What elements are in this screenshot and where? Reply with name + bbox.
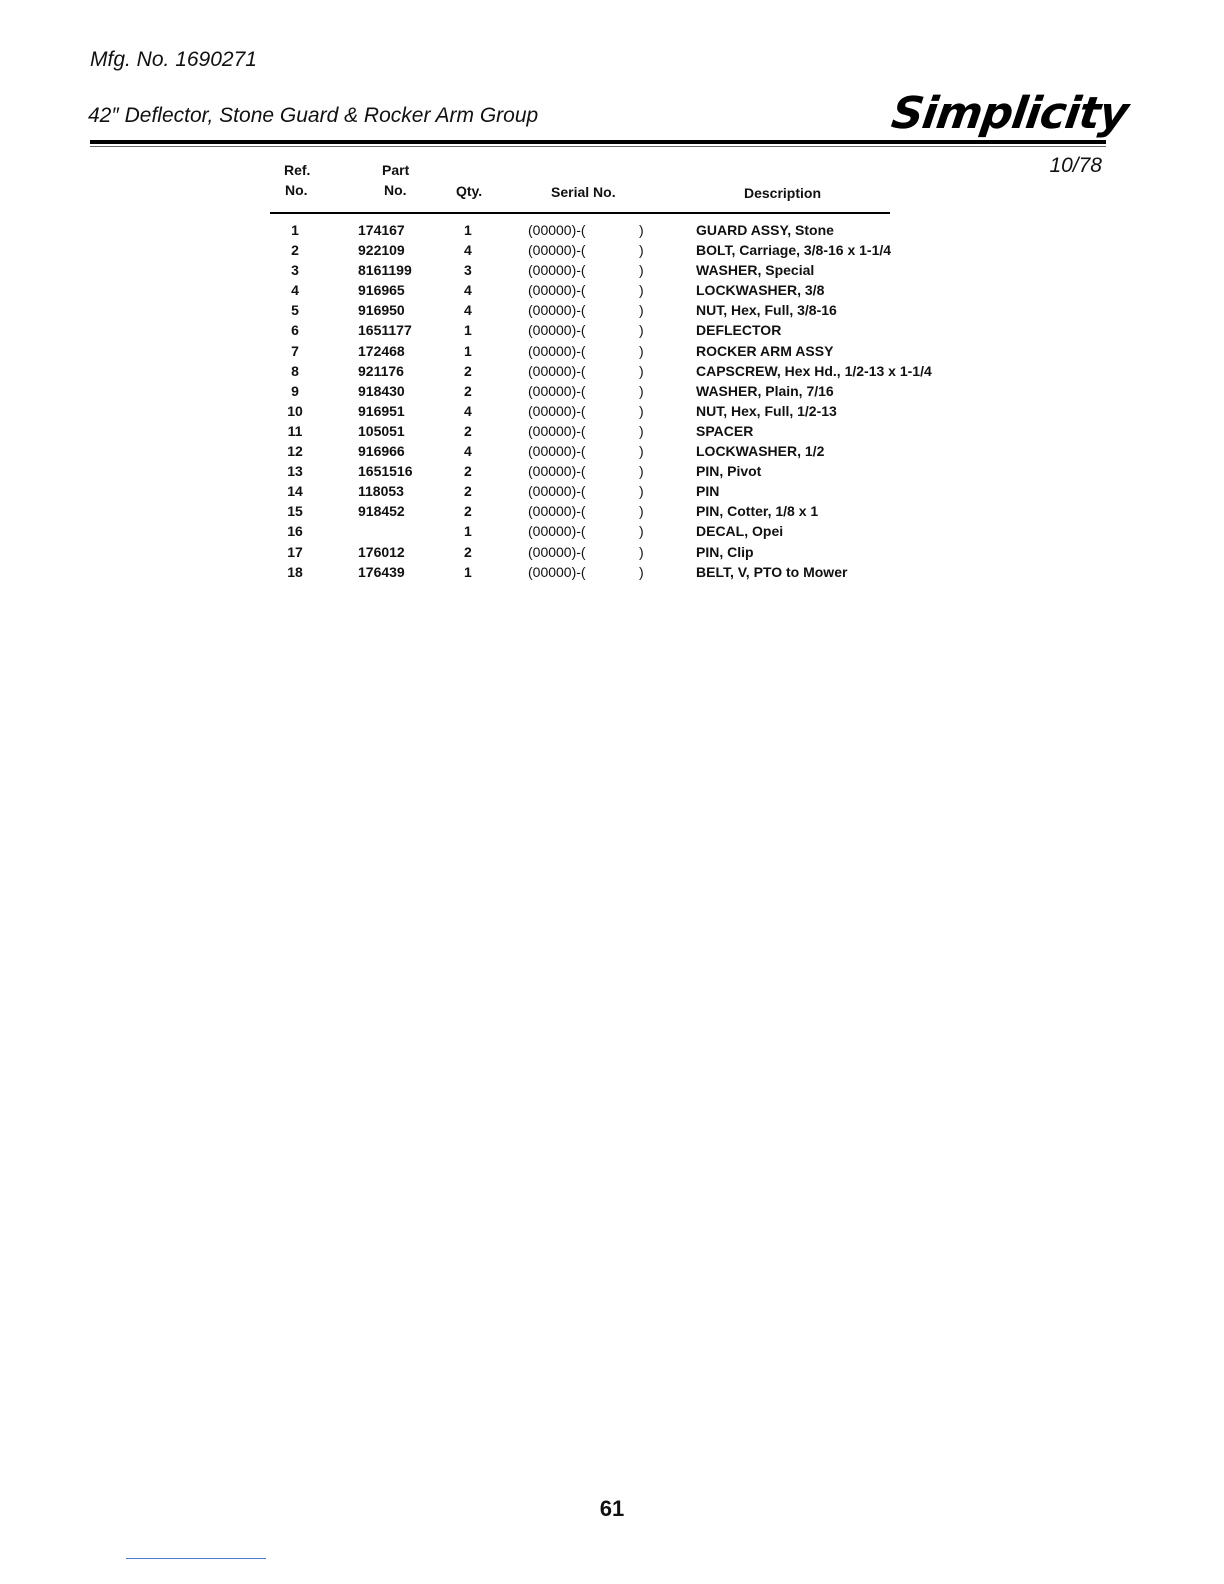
page-number: 61 [599, 1496, 625, 1521]
part-number-cell: 174167 [358, 222, 405, 238]
description-cell: DEFLECTOR [696, 322, 782, 339]
table-row [0, 343, 1224, 363]
qty-cell: 2 [464, 463, 472, 480]
header-rule [90, 140, 1106, 144]
serial-close-cell: ) [639, 222, 644, 238]
table-row [0, 322, 1224, 342]
description-cell: BELT, V, PTO to Mower [696, 563, 848, 580]
serial-close-cell: ) [639, 443, 644, 460]
table-row [0, 282, 1224, 302]
serial-close-cell: ) [639, 463, 644, 480]
part-number-cell: 922109 [358, 242, 405, 259]
serial-close-cell: ) [639, 362, 644, 379]
part-number-cell: 918430 [358, 382, 405, 399]
col-description-label: Description [744, 185, 822, 201]
ref-cell: 1 [291, 222, 299, 238]
qty-cell: 1 [464, 342, 472, 359]
part-number-cell: 176012 [358, 543, 405, 560]
serial-cell: (00000)-( [528, 402, 586, 419]
qty-cell: 4 [464, 302, 472, 319]
serial-cell: (00000)-( [528, 382, 586, 399]
qty-cell: 3 [464, 262, 472, 279]
table-row [0, 503, 1224, 523]
serial-close-cell: ) [639, 242, 644, 259]
table-row [0, 222, 1224, 242]
table-row [0, 483, 1224, 503]
page-title: 42″ Deflector, Stone Guard & Rocker Arm Group [88, 104, 539, 127]
qty-cell: 2 [464, 362, 472, 379]
part-number-cell: 8161199 [358, 262, 412, 279]
part-number-cell: 1651516 [358, 463, 413, 480]
qty-cell: 2 [464, 503, 472, 520]
col-serial-label: Serial No. [551, 184, 616, 200]
col-ref-label-1: Ref. [284, 162, 311, 178]
serial-close-cell: ) [639, 382, 644, 399]
serial-close-cell: ) [639, 322, 644, 339]
table-row [0, 564, 1224, 584]
serial-close-cell: ) [639, 422, 644, 439]
part-number-cell: 1651177 [358, 322, 412, 339]
brand-logo: Simplicity [888, 88, 1131, 139]
description-cell: PIN, Clip [696, 543, 754, 560]
serial-close-cell: ) [639, 523, 644, 540]
ref-cell: 7 [291, 342, 299, 359]
table-row [0, 383, 1224, 403]
table-row [0, 544, 1224, 564]
description-cell: WASHER, Special [696, 262, 815, 279]
table-row [0, 262, 1224, 282]
revision-date: 10/78 [1049, 154, 1102, 177]
ref-cell: 5 [291, 302, 299, 319]
serial-cell: (00000)-( [528, 523, 586, 540]
col-ref-label-2: No. [285, 182, 308, 198]
description-cell: NUT, Hex, Full, 1/2-13 [696, 402, 837, 419]
ref-cell: 4 [291, 282, 299, 299]
description-cell: CAPSCREW, Hex Hd., 1/2-13 x 1-1/4 [696, 362, 932, 379]
serial-close-cell: ) [639, 282, 644, 299]
part-number-cell: 921176 [358, 362, 404, 379]
description-cell: SPACER [696, 422, 754, 439]
description-cell: BOLT, Carriage, 3/8-16 x 1-1/4 [696, 242, 892, 259]
col-part-label-1: Part [382, 162, 410, 178]
serial-cell: (00000)-( [528, 242, 586, 259]
qty-cell: 1 [464, 523, 472, 540]
ref-cell: 15 [287, 503, 303, 520]
serial-cell: (00000)-( [528, 322, 586, 339]
description-cell: DECAL, Opei [696, 523, 784, 540]
table-header-rule [270, 212, 890, 214]
ref-cell: 2 [291, 242, 299, 259]
part-number-cell: 918452 [358, 503, 405, 520]
table-row [0, 403, 1224, 423]
mfg-number: Mfg. No. 1690271 [90, 48, 257, 71]
serial-cell: (00000)-( [528, 362, 586, 379]
serial-close-cell: ) [639, 503, 644, 520]
serial-close-cell: ) [639, 402, 644, 419]
description-cell: LOCKWASHER, 1/2 [696, 443, 825, 460]
qty-cell: 4 [464, 443, 472, 460]
ref-cell: 16 [287, 523, 303, 540]
description-cell: PIN [696, 483, 720, 500]
ref-cell: 18 [287, 563, 303, 580]
qty-cell: 4 [464, 282, 472, 299]
ref-cell: 17 [287, 543, 303, 560]
description-cell: NUT, Hex, Full, 3/8-16 [696, 302, 837, 319]
serial-close-cell: ) [639, 302, 644, 319]
ref-cell: 14 [287, 483, 303, 500]
qty-cell: 4 [464, 402, 472, 419]
table-row [0, 423, 1224, 443]
serial-cell: (00000)-( [528, 503, 586, 520]
table-row [0, 302, 1224, 322]
part-number-cell: 916951 [358, 402, 405, 419]
part-number-cell: 172468 [358, 342, 405, 359]
description-cell: ROCKER ARM ASSY [696, 342, 834, 359]
qty-cell: 1 [464, 222, 472, 238]
qty-cell: 1 [464, 563, 472, 580]
serial-close-cell: ) [639, 543, 644, 560]
serial-cell: (00000)-( [528, 543, 586, 560]
description-cell: PIN, Cotter, 1/8 x 1 [696, 503, 819, 520]
serial-cell: (00000)-( [528, 563, 586, 580]
col-part-label-2: No. [384, 182, 407, 198]
ref-cell: 13 [287, 463, 303, 480]
description-cell: PIN, Pivot [696, 463, 762, 480]
description-cell: LOCKWASHER, 3/8 [696, 282, 825, 299]
ref-cell: 8 [291, 362, 299, 379]
serial-cell: (00000)-( [528, 422, 586, 439]
table-row [0, 363, 1224, 383]
serial-close-cell: ) [639, 483, 644, 500]
ref-cell: 9 [291, 382, 299, 399]
col-qty-label: Qty. [456, 183, 483, 199]
ref-cell: 10 [287, 402, 303, 419]
serial-cell: (00000)-( [528, 463, 586, 480]
table-row [0, 443, 1224, 463]
serial-close-cell: ) [639, 342, 644, 359]
table-row [0, 523, 1224, 543]
part-number-cell: 916966 [358, 443, 405, 460]
description-cell: WASHER, Plain, 7/16 [696, 382, 834, 399]
qty-cell: 2 [464, 382, 472, 399]
serial-cell: (00000)-( [528, 483, 586, 500]
part-number-cell: 916965 [358, 282, 405, 299]
ref-cell: 11 [287, 422, 303, 439]
serial-cell: (00000)-( [528, 302, 586, 319]
qty-cell: 2 [464, 483, 472, 500]
serial-close-cell: ) [639, 262, 644, 279]
part-number-cell: 105051 [358, 422, 405, 439]
qty-cell: 4 [464, 242, 472, 259]
serial-cell: (00000)-( [528, 282, 586, 299]
part-number-cell: 916950 [358, 302, 405, 319]
serial-cell: (00000)-( [528, 222, 586, 238]
qty-cell: 1 [464, 322, 472, 339]
serial-cell: (00000)-( [528, 443, 586, 460]
description-cell: GUARD ASSY, Stone [696, 222, 834, 238]
ref-cell: 12 [287, 443, 303, 460]
part-number-cell: 118053 [358, 483, 404, 500]
table-row [0, 463, 1224, 483]
serial-cell: (00000)-( [528, 342, 586, 359]
header-subrule [90, 146, 1106, 147]
part-number-cell: 176439 [358, 563, 405, 580]
qty-cell: 2 [464, 543, 472, 560]
parts-table-body [0, 222, 1224, 584]
table-row [0, 242, 1224, 262]
ref-cell: 6 [291, 322, 299, 339]
serial-cell: (00000)-( [528, 262, 586, 279]
ref-cell: 3 [291, 262, 299, 279]
qty-cell: 2 [464, 422, 472, 439]
footer-line [126, 1558, 266, 1559]
serial-close-cell: ) [639, 563, 644, 580]
